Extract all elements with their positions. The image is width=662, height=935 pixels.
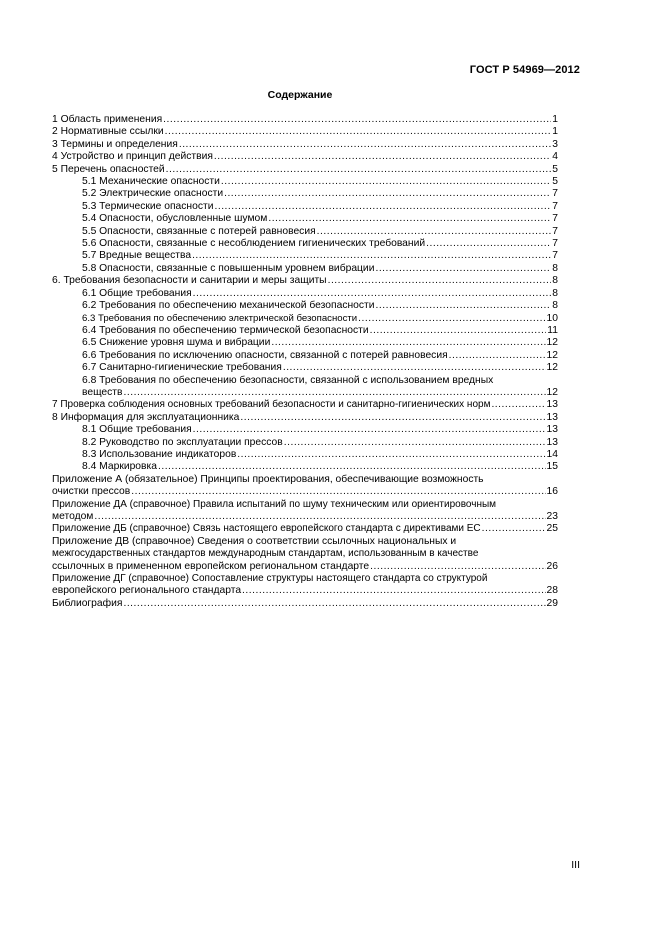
toc-leader-dots (271, 337, 545, 349)
toc-leader-dots (370, 325, 547, 337)
toc-entry-text: 1 Область применения (52, 114, 163, 125)
toc-entry-text: 5.1 Механические опасности (82, 176, 220, 188)
toc-entry[interactable] (52, 449, 558, 461)
toc-leader-dots (268, 213, 551, 225)
toc-leader-dots (193, 288, 551, 300)
toc-entry-page: 11 (547, 324, 558, 336)
toc-entry-page: 7 (552, 250, 558, 262)
toc-leader-dots (163, 114, 551, 126)
toc-entry-text-continued: ссылочных в примененном европейском региональном стандарте (52, 560, 370, 572)
toc-entry-page: 29 (546, 597, 558, 609)
toc-entry[interactable] (52, 126, 558, 138)
toc-entry-text: 7 Проверка соблюдения основных требований безопасности и санитарно-гигиенических норм (52, 399, 491, 411)
toc-entry-text: 6.6 Требования по исключению опасности, связанной с потерей равновесия (82, 349, 448, 361)
toc-entry[interactable] (52, 250, 558, 262)
toc-entry-page: 8 (552, 275, 558, 287)
toc-entry-text: 8.3 Использование индикаторов (82, 448, 237, 460)
toc-leader-dots (491, 399, 545, 411)
toc-entry-text-continued: очистки прессов (52, 486, 131, 498)
toc-entry-page: 1 (552, 126, 558, 138)
toc-entry-page: 25 (546, 523, 558, 535)
toc-entry-page: 13 (546, 411, 558, 423)
toc-entry-text: 6.8 Требования по обеспечению безопасности, связанной с использованием вредных (82, 374, 494, 386)
toc-entry[interactable] (52, 114, 558, 126)
toc-entry-page: 13 (546, 424, 558, 436)
toc-entry[interactable] (52, 337, 558, 349)
toc-entry-text-continued: методом (52, 511, 94, 522)
toc-leader-dots (426, 238, 551, 250)
toc-entry-page: 12 (546, 386, 558, 398)
toc-entry-page: 7 (552, 238, 558, 250)
toc-entry-page: 26 (546, 560, 558, 572)
table-of-contents (52, 114, 558, 610)
toc-entry-page: 12 (546, 349, 558, 361)
toc-entry-text: 5.4 Опасности, обусловленные шумом (82, 213, 268, 225)
toc-entry[interactable] (52, 164, 558, 176)
toc-leader-dots (158, 461, 546, 473)
toc-entry-text: 5.5 Опасности, связанные с потерей равновесия (82, 225, 316, 237)
toc-entry[interactable] (52, 238, 558, 250)
document-code: ГОСТ Р 54969—2012 (469, 64, 580, 76)
toc-leader-dots (214, 151, 551, 163)
toc-entry-page: 5 (552, 176, 558, 188)
toc-entry-page: 8 (552, 262, 558, 274)
toc-entry-text: Библиография (52, 597, 123, 609)
toc-entry-page: 3 (552, 138, 558, 150)
page-number: III (571, 859, 580, 871)
toc-leader-dots (283, 362, 546, 374)
toc-entry-text: 5.6 Опасности, связанные с несоблюдением гигиенических требований (82, 238, 426, 250)
toc-title: Содержание (267, 89, 333, 101)
toc-entry-text: 8.4 Маркировка (82, 461, 157, 473)
toc-entry-text: Приложение ДВ (справочное) Сведения о соответствии ссылочных национальных и (52, 535, 457, 547)
toc-entry[interactable] (52, 139, 558, 151)
toc-entry-page: 7 (552, 200, 558, 212)
toc-entry-text: 5.8 Опасности, связанные с повышенным уровнем вибрации (82, 262, 375, 274)
toc-entry-page: 13 (546, 436, 558, 448)
toc-entry-text-continued: европейского регионального стандарта (52, 585, 242, 597)
toc-entry-page: 7 (552, 213, 558, 225)
toc-entry-text: Приложение А (обязательное) Принципы проектирования, обеспечивающие возможность (52, 473, 484, 485)
toc-entry-text: 5 Перечень опасностей (52, 163, 165, 175)
toc-entry-text: 5.3 Термические опасности (82, 200, 214, 212)
toc-entry-text: 5.7 Вредные вещества (82, 250, 192, 262)
toc-entry[interactable] (52, 300, 558, 312)
toc-entry-text: Приложение ДГ (справочное) Сопоставление структуры настоящего стандарта со структурой (52, 573, 488, 585)
toc-leader-dots (482, 523, 546, 535)
toc-entry[interactable] (52, 188, 558, 200)
toc-entry-text: 3 Термины и определения (52, 138, 178, 150)
toc-entry[interactable] (52, 325, 558, 337)
toc-leader-dots (221, 176, 551, 188)
toc-entry-text: 2 Нормативные ссылки (52, 126, 164, 138)
toc-entry-text: 6.4 Требования по обеспечению термической безопасности (82, 324, 369, 336)
toc-entry[interactable] (52, 375, 558, 400)
toc-entry[interactable] (52, 226, 558, 238)
toc-leader-dots (165, 126, 551, 138)
toc-leader-dots (240, 412, 545, 424)
toc-leader-dots (328, 275, 551, 287)
toc-entry-text: Приложение ДБ (справочное) Связь настоящего европейского стандарта с директивами ЕС (52, 523, 481, 535)
toc-entry[interactable] (52, 275, 558, 287)
toc-entry-page: 16 (546, 486, 558, 498)
toc-entry-page: 14 (546, 448, 558, 460)
toc-leader-dots (94, 511, 545, 523)
toc-leader-dots (370, 561, 545, 573)
toc-leader-dots (166, 164, 551, 176)
toc-leader-dots (358, 313, 545, 325)
toc-entry-page: 4 (552, 151, 558, 163)
toc-entry-text: 4 Устройство и принцип действия (52, 151, 213, 163)
toc-leader-dots (123, 598, 545, 610)
toc-entry-page: 13 (546, 399, 558, 411)
toc-entry-page: 7 (552, 188, 558, 200)
toc-leader-dots (179, 139, 551, 151)
toc-entry-page: 7 (552, 225, 558, 237)
toc-leader-dots (237, 449, 545, 461)
toc-leader-dots (375, 263, 551, 275)
toc-leader-dots (284, 437, 546, 449)
toc-leader-dots (242, 585, 545, 597)
toc-entry[interactable] (52, 399, 558, 411)
toc-entry[interactable] (52, 213, 558, 225)
toc-entry-page: 12 (546, 337, 558, 349)
toc-leader-dots (193, 424, 546, 436)
toc-leader-dots (192, 250, 551, 262)
toc-entry[interactable] (52, 598, 558, 610)
toc-leader-dots (124, 387, 546, 399)
toc-entry[interactable] (52, 313, 558, 325)
toc-entry-text: 8.1 Общие требования (82, 424, 192, 436)
toc-entry-page: 28 (546, 585, 558, 597)
toc-entry[interactable] (52, 288, 558, 300)
toc-entry[interactable] (52, 362, 558, 374)
toc-entry-page: 8 (552, 287, 558, 299)
toc-entry-text-continued: веществ (82, 386, 123, 398)
toc-leader-dots (376, 300, 552, 312)
toc-entry[interactable] (52, 176, 558, 188)
toc-entry-text: 6. Требования безопасности и санитарии и меры защиты (52, 275, 327, 287)
toc-entry-page: 1 (552, 114, 558, 125)
toc-entry[interactable] (52, 499, 558, 524)
toc-entry-text: 8.2 Руководство по эксплуатации прессов (82, 436, 283, 448)
toc-entry-text: 6.5 Снижение уровня шума и вибрации (82, 337, 271, 349)
toc-entry-text: 8 Информация для эксплуатационника (52, 411, 240, 423)
toc-leader-dots (317, 226, 551, 238)
toc-entry[interactable] (52, 536, 558, 573)
toc-entry-page: 15 (546, 461, 558, 473)
toc-entry-page: 23 (546, 511, 558, 522)
toc-entry-text: 6.2 Требования по обеспечению механической безопасности (82, 300, 375, 312)
toc-entry-page: 10 (546, 312, 558, 324)
toc-entry-page: 8 (552, 300, 558, 312)
toc-entry[interactable] (52, 474, 558, 499)
toc-leader-dots (449, 350, 546, 362)
toc-entry[interactable] (52, 201, 558, 213)
toc-entry[interactable] (52, 263, 558, 275)
toc-leader-dots (131, 486, 545, 498)
toc-entry[interactable] (52, 461, 558, 473)
toc-entry[interactable] (52, 424, 558, 436)
toc-entry-text: 5.2 Электрические опасности (82, 188, 224, 200)
toc-entry-text: Приложение ДА (справочное) Правила испытаний по шуму техническим или ориентировочным (52, 498, 497, 510)
toc-entry[interactable] (52, 523, 558, 535)
toc-entry[interactable] (52, 573, 558, 598)
toc-entry-page: 5 (552, 163, 558, 175)
toc-entry[interactable] (52, 151, 558, 163)
toc-entry-page: 12 (546, 362, 558, 374)
toc-leader-dots (224, 188, 551, 200)
toc-entry-text: 6.1 Общие требования (82, 287, 192, 299)
toc-entry[interactable] (52, 350, 558, 362)
toc-entry[interactable] (52, 437, 558, 449)
toc-entry-text-continued: межгосударственных стандартов международным стандартам, использованным в качестве (52, 548, 479, 560)
toc-entry[interactable] (52, 412, 558, 424)
toc-leader-dots (214, 201, 551, 213)
toc-entry-text: 6.3 Требования по обеспечению электрической безопасности (82, 312, 358, 324)
toc-entry-text: 6.7 Санитарно-гигиенические требования (82, 362, 282, 374)
